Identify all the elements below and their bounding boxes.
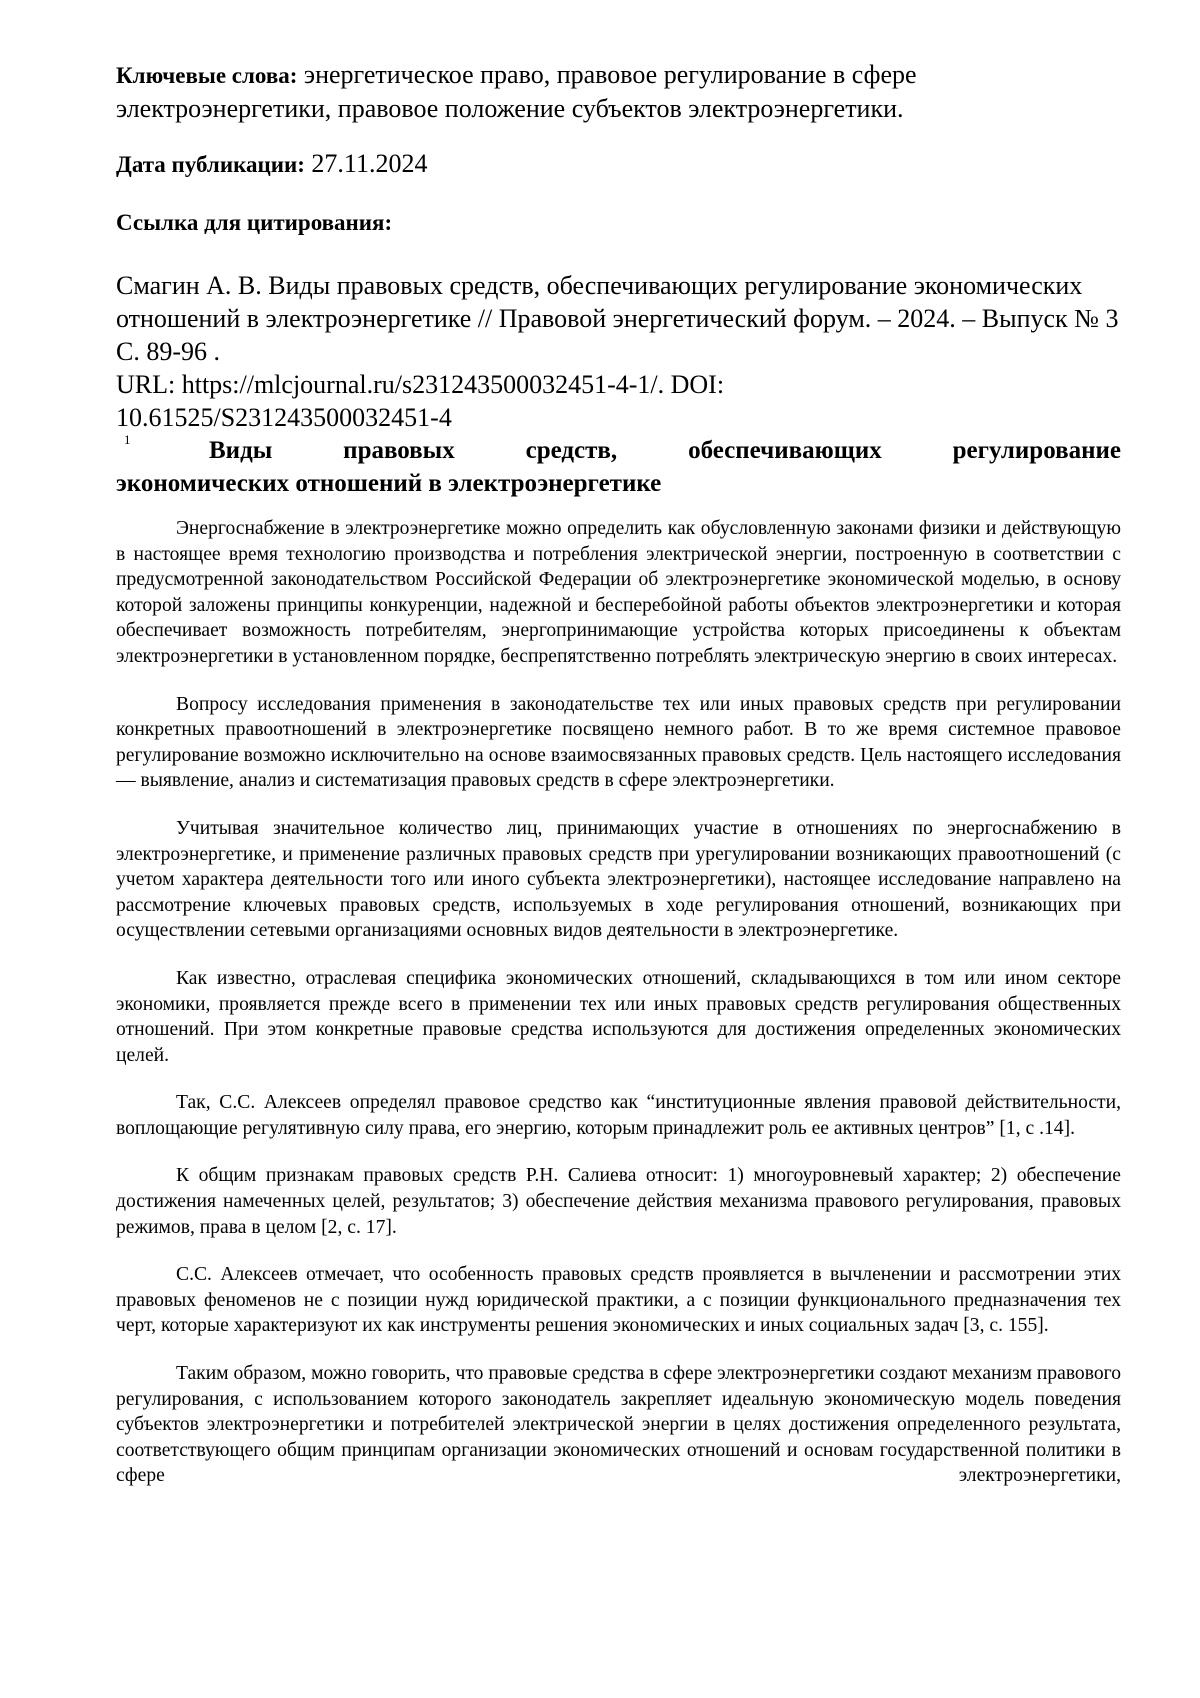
body-paragraph-2: Вопросу исследования применения в законодательстве тех или иных правовых средств при регулировании конкретных правоотношений в электроэнергетике посвящено немного работ. В то же время системное правовое регулирование возможно исключительно на основе взаимосвязанных правовых средств. Цель настоящего исследования — выявление, анализ и систематизация правовых средств в сфере электроэнергетики. <box>116 692 1121 794</box>
citation-doi[interactable]: 10.61525/S231243500032451-4 <box>116 401 1121 434</box>
citation-block <box>116 269 1121 434</box>
body-paragraph-4: Как известно, отраслевая специфика экономических отношений, складывающихся в том или ином секторе экономики, проявляется прежде всего в применении тех или иных правовых средств регулирования общественных отношений. При этом конкретные правовые средства используются для достижения определенных экономических целей. <box>116 966 1121 1068</box>
body-paragraph-6: К общим признакам правовых средств Р.Н. Салиева относит: 1) многоуровневый характер; 2) обеспечение достижения намеченных целей, результатов; 3) обеспечение действия механизма правового регулирования, правовых режимов, права в целом [2, с. 17]. <box>116 1163 1121 1240</box>
publication-date-label: Дата публикации: <box>116 152 305 177</box>
article-title-line-2: экономических отношений в электроэнергетике <box>116 467 1121 500</box>
citation-reference: Смагин А. В. Виды правовых средств, обеспечивающих регулирование экономических отношений в электроэнергетике // Правовой энергетический форум. – 2024. – Выпуск № 3 С. 89-96 . <box>116 269 1121 368</box>
citation-url[interactable]: URL: https://mlcjournal.ru/s231243500032451-4-1/. DOI: <box>116 368 1121 401</box>
body-paragraph-3: Учитывая значительное количество лиц, принимающих участие в отношениях по энергоснабжению в электроэнергетике, и применение различных правовых средств при урегулировании возникающих правоотношений (с учетом характера деятельности того или иного субъекта электроэнергетики), настоящее исследование направлено на рассмотрение ключевых правовых средств, используемых в ходе регулирования отношений, возникающих при осуществлении сетевыми организациями основных видов деятельности в электроэнергетике. <box>116 816 1121 944</box>
keywords-text: энергетическое право, правовое регулирование в сфере электроэнергетики, правовое положение субъектов электроэнергетики. <box>116 60 917 123</box>
article-page <box>116 58 1121 1511</box>
body-paragraph-5: Так, С.С. Алексеев определял правовое средство как “институционные явления правовой действительности, воплощающие регулятивную силу права, его энергию, которым принадлежит роль ее активных центров” [1, с .14]. <box>116 1090 1121 1141</box>
body-paragraph-1: Энергоснабжение в электроэнергетике можно определить как обусловленную законами физики и действующую в настоящее время технологию производства и потребления электрической энергии, построенную в соответствии с предусмотренной законодательством Российской Федерации об электроэнергетике экономической моделью, в основу которой заложены принципы конкуренции, надежной и бесперебойной работы объектов электроэнергетики и которая обеспечивает возможность потребителям, энергопринимающие устройства которых присоединены к объектам электроэнергетики в установленном порядке, беспрепятственно потреблять электрическую энергию в своих интересах. <box>116 516 1121 670</box>
body-paragraph-8: Таким образом, можно говорить, что правовые средства в сфере электроэнергетики создают механизм правового регулирования, с использованием которого законодатель закрепляет идеальную экономическую модель поведения субъектов электроэнергетики и потребителей электрической энергии в целях достижения определенного результата, соответствующего общим принципам организации экономических отношений и основам государственной политики в сфере электроэнергетики, <box>116 1361 1121 1489</box>
publication-date-line <box>116 147 1121 181</box>
citation-label: Ссылка для цитирования: <box>116 210 392 235</box>
footnote-marker[interactable]: 1 <box>124 432 131 448</box>
article-title-line-1: Виды правовых средств, обеспечивающих регулирование <box>116 434 1121 467</box>
body-paragraph-7: С.С. Алексеев отмечает, что особенность правовых средств проявляется в вычленении и рассмотрении этих правовых феноменов не с позиции нужд юридической практики, а с позиции функционального предназначения тех черт, которые характеризуют их как инструменты решения экономических и иных социальных задач [3, с. 155]. <box>116 1262 1121 1339</box>
publication-date-value: 27.11.2024 <box>311 149 427 178</box>
article-title <box>116 434 1121 500</box>
citation-heading <box>116 205 1121 239</box>
keywords-line <box>116 58 1121 125</box>
keywords-label: Ключевые слова: <box>116 63 297 88</box>
